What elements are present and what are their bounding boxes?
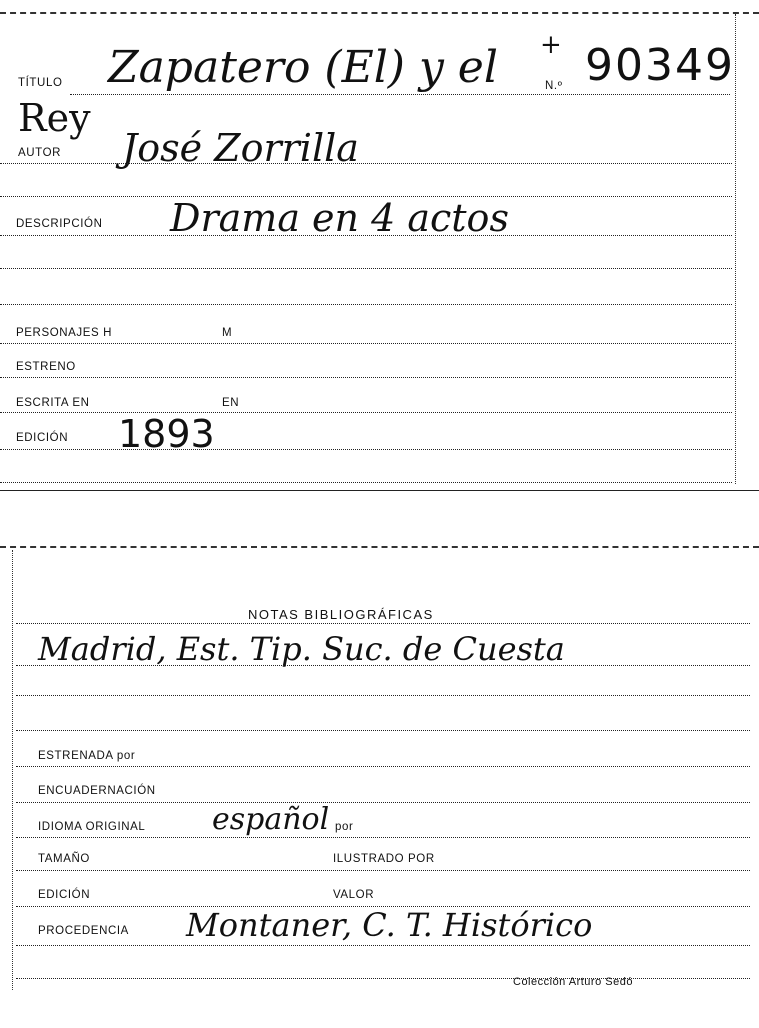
estreno-label: ESTRENO: [16, 361, 76, 373]
blank-rule-4: [0, 482, 732, 483]
estrenada-label: ESTRENADA por: [38, 750, 136, 762]
edicion-rule: [0, 449, 732, 450]
back-blank-rule: [16, 978, 750, 979]
procedencia-rule: [16, 945, 750, 946]
escrita-en-label: ESCRITA EN: [16, 397, 90, 409]
edicion-label: EDICIÓN: [16, 432, 69, 444]
autor-rule: [0, 163, 732, 164]
personajes-rule: [0, 343, 732, 344]
tamano-label: TAMAÑO: [38, 853, 90, 865]
cross-mark: +: [540, 30, 562, 60]
idioma-handwritten: español: [212, 802, 330, 837]
descripcion-label: DESCRIPCIÓN: [16, 218, 103, 230]
notas-line-1: [16, 665, 750, 666]
valor-label: VALOR: [333, 889, 375, 901]
encuadernacion-rule: [16, 802, 750, 803]
idioma-por-label: por: [335, 821, 354, 833]
catalog-card-back: [0, 540, 759, 1000]
estrenada-rule: [16, 766, 750, 767]
titulo-rule: [70, 94, 730, 95]
notas-line-2: [16, 695, 750, 696]
tamano-rule: [16, 870, 750, 871]
autor-label: AUTOR: [18, 147, 62, 159]
notas-line-3: [16, 730, 750, 731]
back-edicion-label: EDICIÓN: [38, 889, 91, 901]
collection-footer: Colección Arturo Sedó: [513, 976, 633, 988]
number-prefix: N.º: [545, 80, 563, 92]
ilustrado-label: ILUSTRADO POR: [333, 853, 435, 865]
titulo-handwritten: Zapatero (El) y el: [108, 42, 498, 93]
descripcion-rule: [0, 235, 732, 236]
blank-rule-3: [0, 304, 732, 305]
notas-heading: NOTAS BIBLIOGRÁFICAS: [248, 607, 434, 622]
blank-rule-2: [0, 268, 732, 269]
autor-handwritten: José Zorrilla: [122, 126, 359, 170]
notas-handwritten: Madrid, Est. Tip. Suc. de Cuesta: [38, 630, 565, 668]
notas-rule: [16, 623, 750, 624]
en-label: EN: [222, 397, 240, 409]
titulo-label: TÍTULO: [18, 77, 63, 89]
edicion-handwritten: 1893: [118, 412, 215, 456]
idioma-rule: [16, 837, 750, 838]
procedencia-handwritten: Montaner, C. T. Histórico: [186, 906, 593, 944]
personajes-label: PERSONAJES H: [16, 327, 113, 339]
titulo-continuation: Rey: [18, 96, 91, 140]
descripcion-handwritten: Drama en 4 actos: [170, 196, 509, 240]
personajes-m-label: M: [222, 327, 233, 339]
idioma-label: IDIOMA ORIGINAL: [38, 821, 146, 833]
catalog-card-front: [0, 0, 759, 495]
card-right-edge: [735, 14, 736, 484]
catalog-number: 90349: [585, 40, 735, 91]
card-back-top-edge: [0, 546, 759, 548]
procedencia-label: PROCEDENCIA: [38, 925, 129, 937]
card-back-left-edge: [12, 550, 13, 990]
estreno-rule: [0, 377, 732, 378]
escrita-rule: [0, 412, 732, 413]
card-bottom-edge: [0, 490, 759, 491]
encuadernacion-label: ENCUADERNACIÓN: [38, 785, 156, 797]
card-top-edge: [0, 12, 759, 14]
